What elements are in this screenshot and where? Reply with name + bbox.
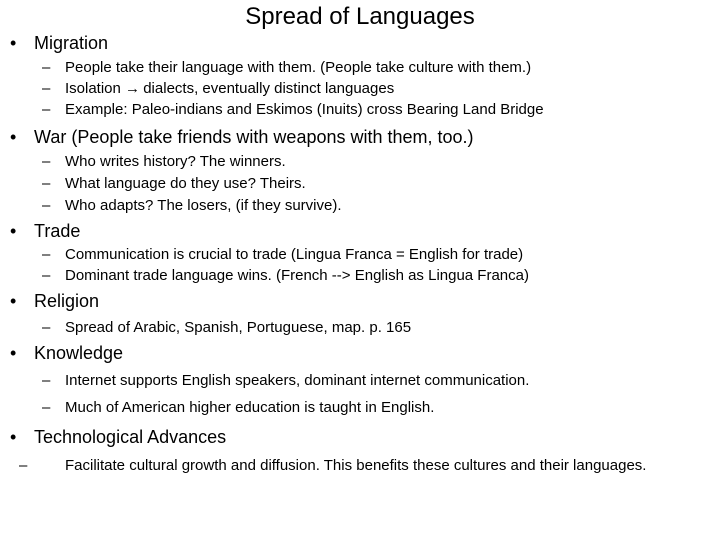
section-heading-label: Knowledge — [34, 343, 124, 363]
list-item — [42, 266, 529, 285]
dash: – — [42, 197, 51, 214]
list-item-text: Isolation — [65, 80, 126, 97]
dash: – — [42, 246, 51, 263]
dash: – — [42, 267, 51, 284]
arrow-icon: → — [125, 80, 141, 97]
bullet: • — [10, 33, 17, 53]
slide-title: Spread of Languages — [245, 3, 475, 30]
section-heading-trade — [10, 220, 80, 242]
list-item-text: People take their language with them. (People take culture with them.) — [65, 59, 532, 76]
list-item — [42, 398, 434, 417]
bullet: • — [10, 127, 17, 147]
dash: – — [42, 372, 51, 389]
dash: – — [42, 59, 51, 76]
bullet: • — [10, 427, 17, 447]
dash: – — [42, 80, 51, 97]
dash: – — [42, 319, 51, 336]
list-item-text: Communication is crucial to trade (Lingua Franca = English for trade) — [65, 246, 524, 263]
list-item-text: Who writes history? The winners. — [65, 153, 286, 170]
bullet: • — [10, 221, 17, 241]
list-item — [42, 79, 394, 98]
list-item — [42, 174, 306, 193]
list-item — [19, 456, 705, 475]
list-item-text: Dominant trade language wins. (French --> English as Lingua Franca) — [65, 267, 529, 284]
dash: – — [19, 457, 28, 474]
list-item-text: What language do they use? Theirs. — [65, 175, 306, 192]
bullet: • — [10, 343, 17, 363]
dash: – — [42, 153, 51, 170]
section-heading-note: (People take friends with weapons with them, too.) — [66, 127, 474, 147]
dash: – — [42, 101, 51, 118]
list-item-text: Spread of Arabic, Spanish, Portuguese, map. p. 165 — [65, 319, 412, 336]
list-item — [42, 58, 531, 77]
list-item-text: Who adapts? The losers, (if they survive). — [65, 197, 342, 214]
section-heading-label: Trade — [34, 221, 81, 241]
section-heading-label: War — [34, 127, 67, 147]
list-item — [42, 318, 411, 337]
list-item-text: Internet supports English speakers, dominant internet communication. — [65, 372, 530, 389]
list-item-text: Facilitate cultural growth and diffusion. This benefits these cultures and their languages. — [65, 457, 647, 474]
dash: – — [42, 399, 51, 416]
list-item-text: dialects, eventually distinct languages — [139, 80, 395, 97]
list-item-text: Example: Paleo-indians and Eskimos (Inuits) cross Bearing Land Bridge — [65, 101, 544, 118]
list-item — [42, 371, 529, 390]
section-heading-label: Migration — [34, 33, 109, 53]
list-item — [42, 196, 342, 215]
bullet: • — [10, 291, 17, 311]
section-heading-label: Religion — [34, 291, 100, 311]
section-heading-religion — [10, 290, 99, 312]
list-item-text: Much of American higher education is taught in English. — [65, 399, 435, 416]
section-heading-technological-advances — [10, 426, 226, 448]
list-item — [42, 100, 544, 119]
list-item — [42, 152, 286, 171]
section-heading-label: Technological Advances — [34, 427, 227, 447]
list-item — [42, 245, 523, 264]
section-heading-migration — [10, 32, 108, 54]
section-heading-war — [10, 126, 474, 148]
section-heading-knowledge — [10, 342, 123, 364]
dash: – — [42, 175, 51, 192]
